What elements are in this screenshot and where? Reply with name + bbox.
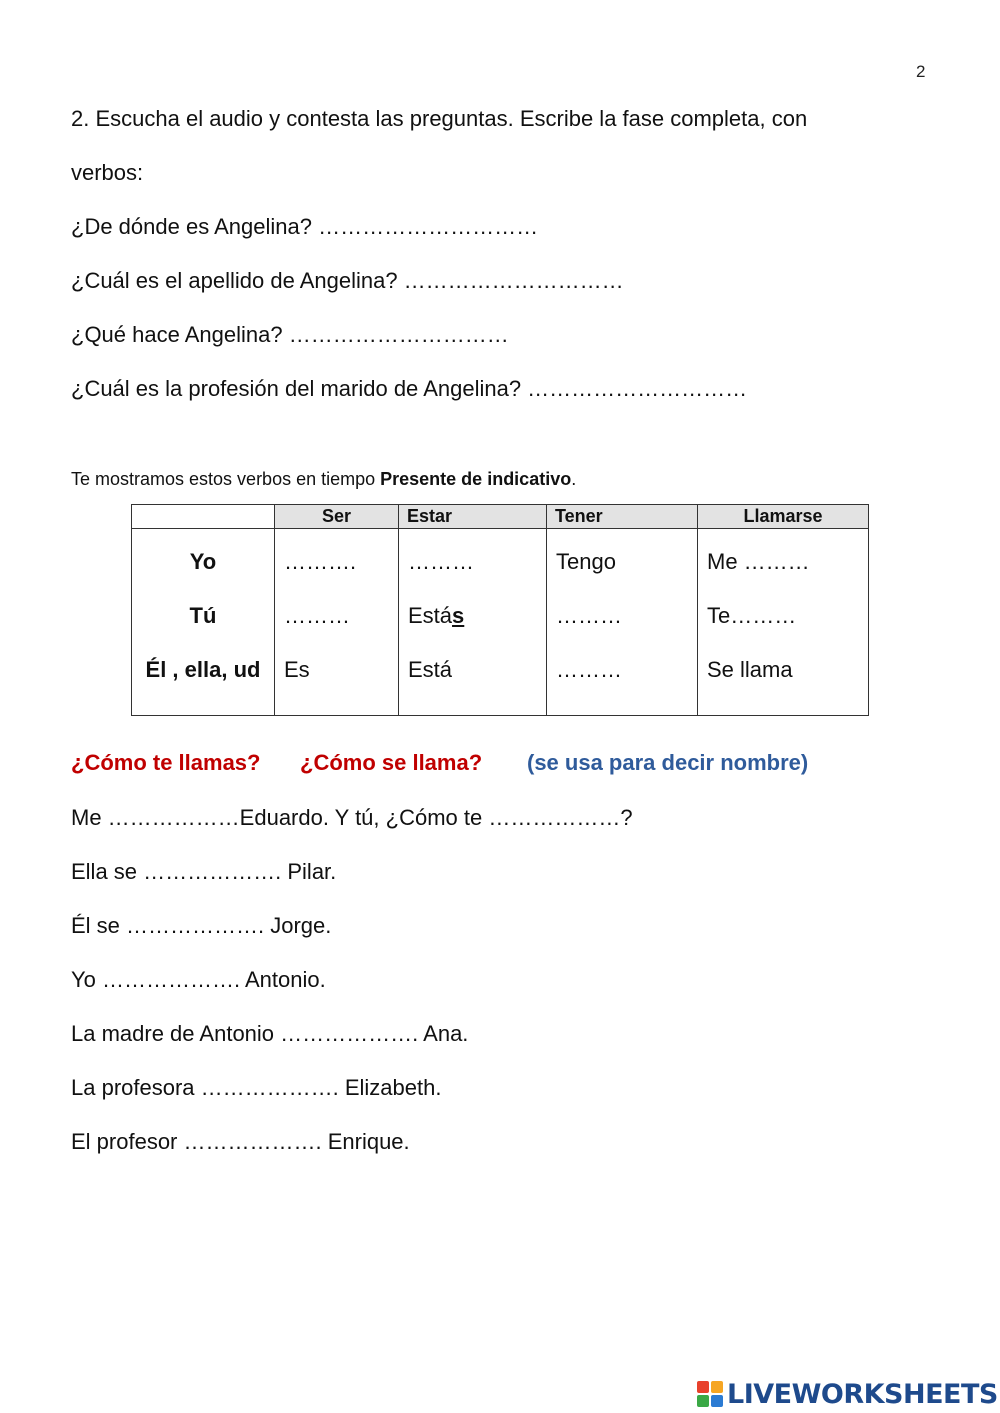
cell-el-llamarse: Se llama xyxy=(698,643,869,716)
question-4: ¿Cuál es la profesión del marido de Angelina? ………………………… xyxy=(71,376,748,401)
pronoun-tu: Tú xyxy=(132,589,275,643)
logo-square xyxy=(697,1381,709,1393)
cell-tu-estar-base: Está xyxy=(408,603,453,628)
question-como-te-llamas: ¿Cómo te llamas? xyxy=(71,750,261,775)
cell-el-tener[interactable]: ……… xyxy=(547,643,698,716)
header-tener: Tener xyxy=(547,505,698,529)
header-ser: Ser xyxy=(275,505,399,529)
verb-conjugation-table xyxy=(131,504,869,716)
header-llamarse: Llamarse xyxy=(698,505,869,529)
header-estar: Estar xyxy=(399,505,547,529)
question-2: ¿Cuál es el apellido de Angelina? ………………………… xyxy=(71,268,624,293)
pronoun-el-ella-ud: Él , ella, ud xyxy=(132,643,275,716)
question-3: ¿Qué hace Angelina? ………………………… xyxy=(71,322,509,347)
exercise-instruction: 2. Escucha el audio y contesta las preguntas. Escribe la fase completa, con xyxy=(71,106,808,131)
logo-text: LIVEWORKSHEETS xyxy=(727,1378,998,1410)
table-header-row xyxy=(132,505,869,529)
fill-sentence-7: El profesor ………………. Enrique. xyxy=(71,1129,410,1154)
fill-sentence-3: Él se ………………. Jorge. xyxy=(71,913,332,938)
table-row xyxy=(132,529,869,590)
exercise-instruction-cont: verbos: xyxy=(71,160,144,185)
table-row xyxy=(132,589,869,643)
names-usage-note: (se usa para decir nombre) xyxy=(527,750,809,775)
logo-square xyxy=(711,1395,723,1407)
cell-yo-tener: Tengo xyxy=(547,529,698,590)
cell-yo-llamarse[interactable]: Me ……… xyxy=(698,529,869,590)
cell-yo-ser[interactable]: ………. xyxy=(275,529,399,590)
cell-tu-estar xyxy=(399,589,547,643)
cell-yo-estar[interactable]: ……… xyxy=(399,529,547,590)
page-number: 2 xyxy=(916,62,926,81)
fill-sentence-1: Me ………………Eduardo. Y tú, ¿Cómo te ………………? xyxy=(71,805,633,830)
table-row xyxy=(132,643,869,716)
fill-sentence-4: Yo ………………. Antonio. xyxy=(71,967,326,992)
fill-sentence-2: Ella se ………………. Pilar. xyxy=(71,859,337,884)
cell-tu-ser[interactable]: ……… xyxy=(275,589,399,643)
question-como-se-llama: ¿Cómo se llama? xyxy=(300,750,483,775)
cell-tu-estar-ending: s xyxy=(452,603,465,628)
liveworksheets-logo xyxy=(697,1378,998,1410)
cell-el-estar: Está xyxy=(399,643,547,716)
tense-note-suffix: . xyxy=(571,469,577,489)
logo-mark-icon xyxy=(697,1381,723,1407)
fill-sentence-6: La profesora ………………. Elizabeth. xyxy=(71,1075,442,1100)
cell-el-ser: Es xyxy=(275,643,399,716)
tense-note-bold: Presente de indicativo xyxy=(380,469,572,489)
cell-tu-llamarse[interactable]: Te……… xyxy=(698,589,869,643)
question-1: ¿De dónde es Angelina? ………………………… xyxy=(71,214,539,239)
pronoun-yo: Yo xyxy=(132,529,275,590)
header-blank xyxy=(132,505,275,529)
fill-sentence-5: La madre de Antonio ………………. Ana. xyxy=(71,1021,469,1046)
cell-tu-tener[interactable]: ……… xyxy=(547,589,698,643)
logo-square xyxy=(697,1395,709,1407)
tense-note-prefix: Te mostramos estos verbos en tiempo xyxy=(71,469,381,489)
tense-note xyxy=(71,469,576,490)
logo-square xyxy=(711,1381,723,1393)
